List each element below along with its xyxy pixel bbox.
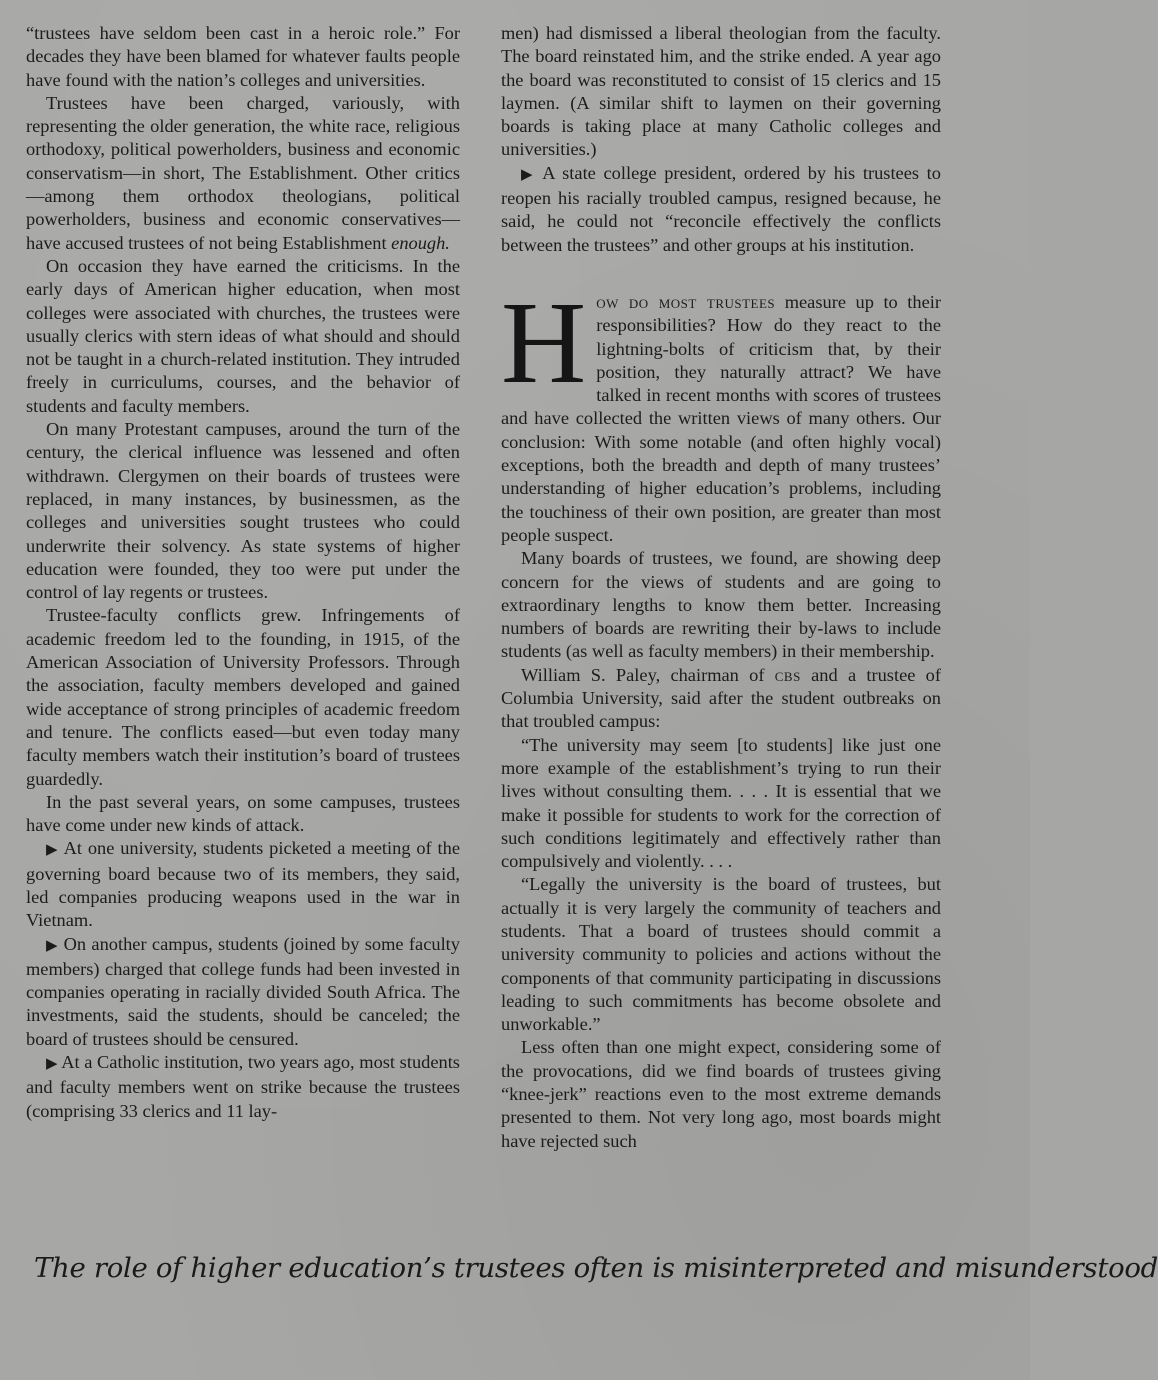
right-column (501, 22, 941, 1153)
paragraph-text: Trustees have been charged, variously, with representing the older generation, the white race, religious orthodoxy, political powerholders, business and economic conservatism—in short, The Establishment. Other critics—among them orthodox theologians, political powerholders, business and economic conservatives—have accused trustees of not being Establishment (26, 92, 460, 253)
bullet-arrow-icon: ▶ (46, 1056, 58, 1073)
paragraph (26, 92, 460, 255)
paragraph: Many boards of trustees, we found, are showing deep concern for the views of students and are going to extraordinary lengths to know them better. Increasing numbers of boards are rewriting their by-laws to include students (as well as faculty members) in their membership. (501, 548, 941, 662)
bullet-arrow-icon: ▶ (46, 842, 59, 859)
left-column (26, 22, 460, 1123)
dropcap-paragraph (501, 276, 941, 547)
paragraph: men) had dismissed a liberal theologian from the faculty. The board reinstated him, and the strike ended. A year ago the board was reconstituted to consist of 15 clerics and 15 laymen. (A similar shift to laymen on their governing boards is taking place at many Catholic colleges and universities.) (501, 23, 941, 160)
emphasis-text: enough. (391, 232, 450, 253)
bullet-text: At a Catholic institution, two years ago, most students and faculty members went on strike because the trustees (comprising 33 clerics and 11 lay- (26, 1052, 460, 1121)
paragraph: On occasion they have earned the criticisms. In the early days of American higher education, when most colleges were associated with churches, the trustees were usually clerics with stern ideas of what should and should not be taught in a church-related institution. They intruded freely in curriculums, courses, and the behavior of students and faculty members. (26, 255, 460, 416)
bullet-paragraph (501, 162, 941, 257)
paragraph-text: and a trustee of Columbia University, said after the student outbreaks on that troubled campus: (501, 664, 941, 732)
smallcaps-abbreviation: cbs (774, 664, 801, 685)
bullet-paragraph (26, 933, 460, 1051)
quote-paragraph: “The university may seem [to students] like just one more example of the establishment’s trying to run their lives without consulting them. . . . It is essential that we make it possible for students to work for the correction of such conditions legitimately and effectively rather than compulsively and violently. . . . (501, 734, 941, 872)
paragraph: “trustees have seldom been cast in a heroic role.” For decades they have been blamed for whatever faults people have found with the nation’s colleges and universities. (26, 23, 460, 90)
bullet-paragraph (26, 1051, 460, 1123)
paragraph (501, 664, 941, 734)
bullet-paragraph (26, 837, 460, 932)
paragraph-text: measure up to their responsibilities? How do they react to the lightning-bolts of criticism that, by their position, they naturally attract? We have talked in recent months with scores of trustees and have collected the written views of many others. Our conclusion: With some notable (and often highly vocal) exceptions, both the breadth and depth of many trustees’ understanding of higher education’s problems, including the touchiness of their own position, are greater than most people suspect. (501, 291, 941, 545)
bullet-text: At one university, students picketed a meeting of the governing board because two of its members, they said, led companies producing weapons used in the war in Vietnam. (26, 838, 460, 931)
dropcap-letter: H (501, 276, 587, 408)
smallcaps-lead: ow do most trustees (596, 291, 776, 312)
quote-paragraph: “Legally the university is the board of trustees, but actually it is very largely the community of teachers and students. That a board of trustees should commit a university community to policies and actions without the components of that community participating in discussions leading to such commitments has become obsolete and unworkable.” (501, 874, 941, 1035)
paragraph: Trustee-faculty conflicts grew. Infringements of academic freedom led to the founding, in 1915, of the American Association of University Professors. Through the association, faculty members developed and gained wide acceptance of strong principles of academic freedom and tenure. The conflicts eased—but even today many faculty members watch their institution’s board of trustees guardedly. (26, 605, 460, 789)
page-caption: The role of higher education’s trustees often is misinterpreted and misunderstood (34, 1252, 1158, 1284)
paragraph: Less often than one might expect, considering some of the provocations, did we find boards of trustees giving “knee-jerk” reactions even to the most extreme demands presented to them. Not very long ago, most boards might have rejected such (501, 1037, 941, 1151)
paragraph-text: William S. Paley, chairman of (521, 664, 775, 685)
paragraph: In the past several years, on some campuses, trustees have come under new kinds of attack. (26, 791, 460, 836)
bullet-text: On another campus, students (joined by some faculty members) charged that college funds had been invested in companies operating in racially divided South Africa. The investments, said the students, should be canceled; the board of trustees should be censured. (26, 933, 460, 1049)
bullet-arrow-icon: ▶ (46, 937, 59, 954)
bullet-text: A state college president, ordered by his trustees to reopen his racially troubled campus, resigned because, he said, he could not “reconcile effectively the conflicts between the trustees” and other groups at his institution. (501, 162, 941, 255)
paragraph: On many Protestant campuses, around the turn of the century, the clerical influence was lessened and often withdrawn. Clergymen on their boards of trustees were replaced, in many instances, by businessmen, as the colleges and universities sought trustees who could underwrite their solvency. As state systems of higher education were founded, they too were put under the control of lay regents or trustees. (26, 419, 460, 603)
bullet-arrow-icon: ▶ (521, 166, 536, 183)
